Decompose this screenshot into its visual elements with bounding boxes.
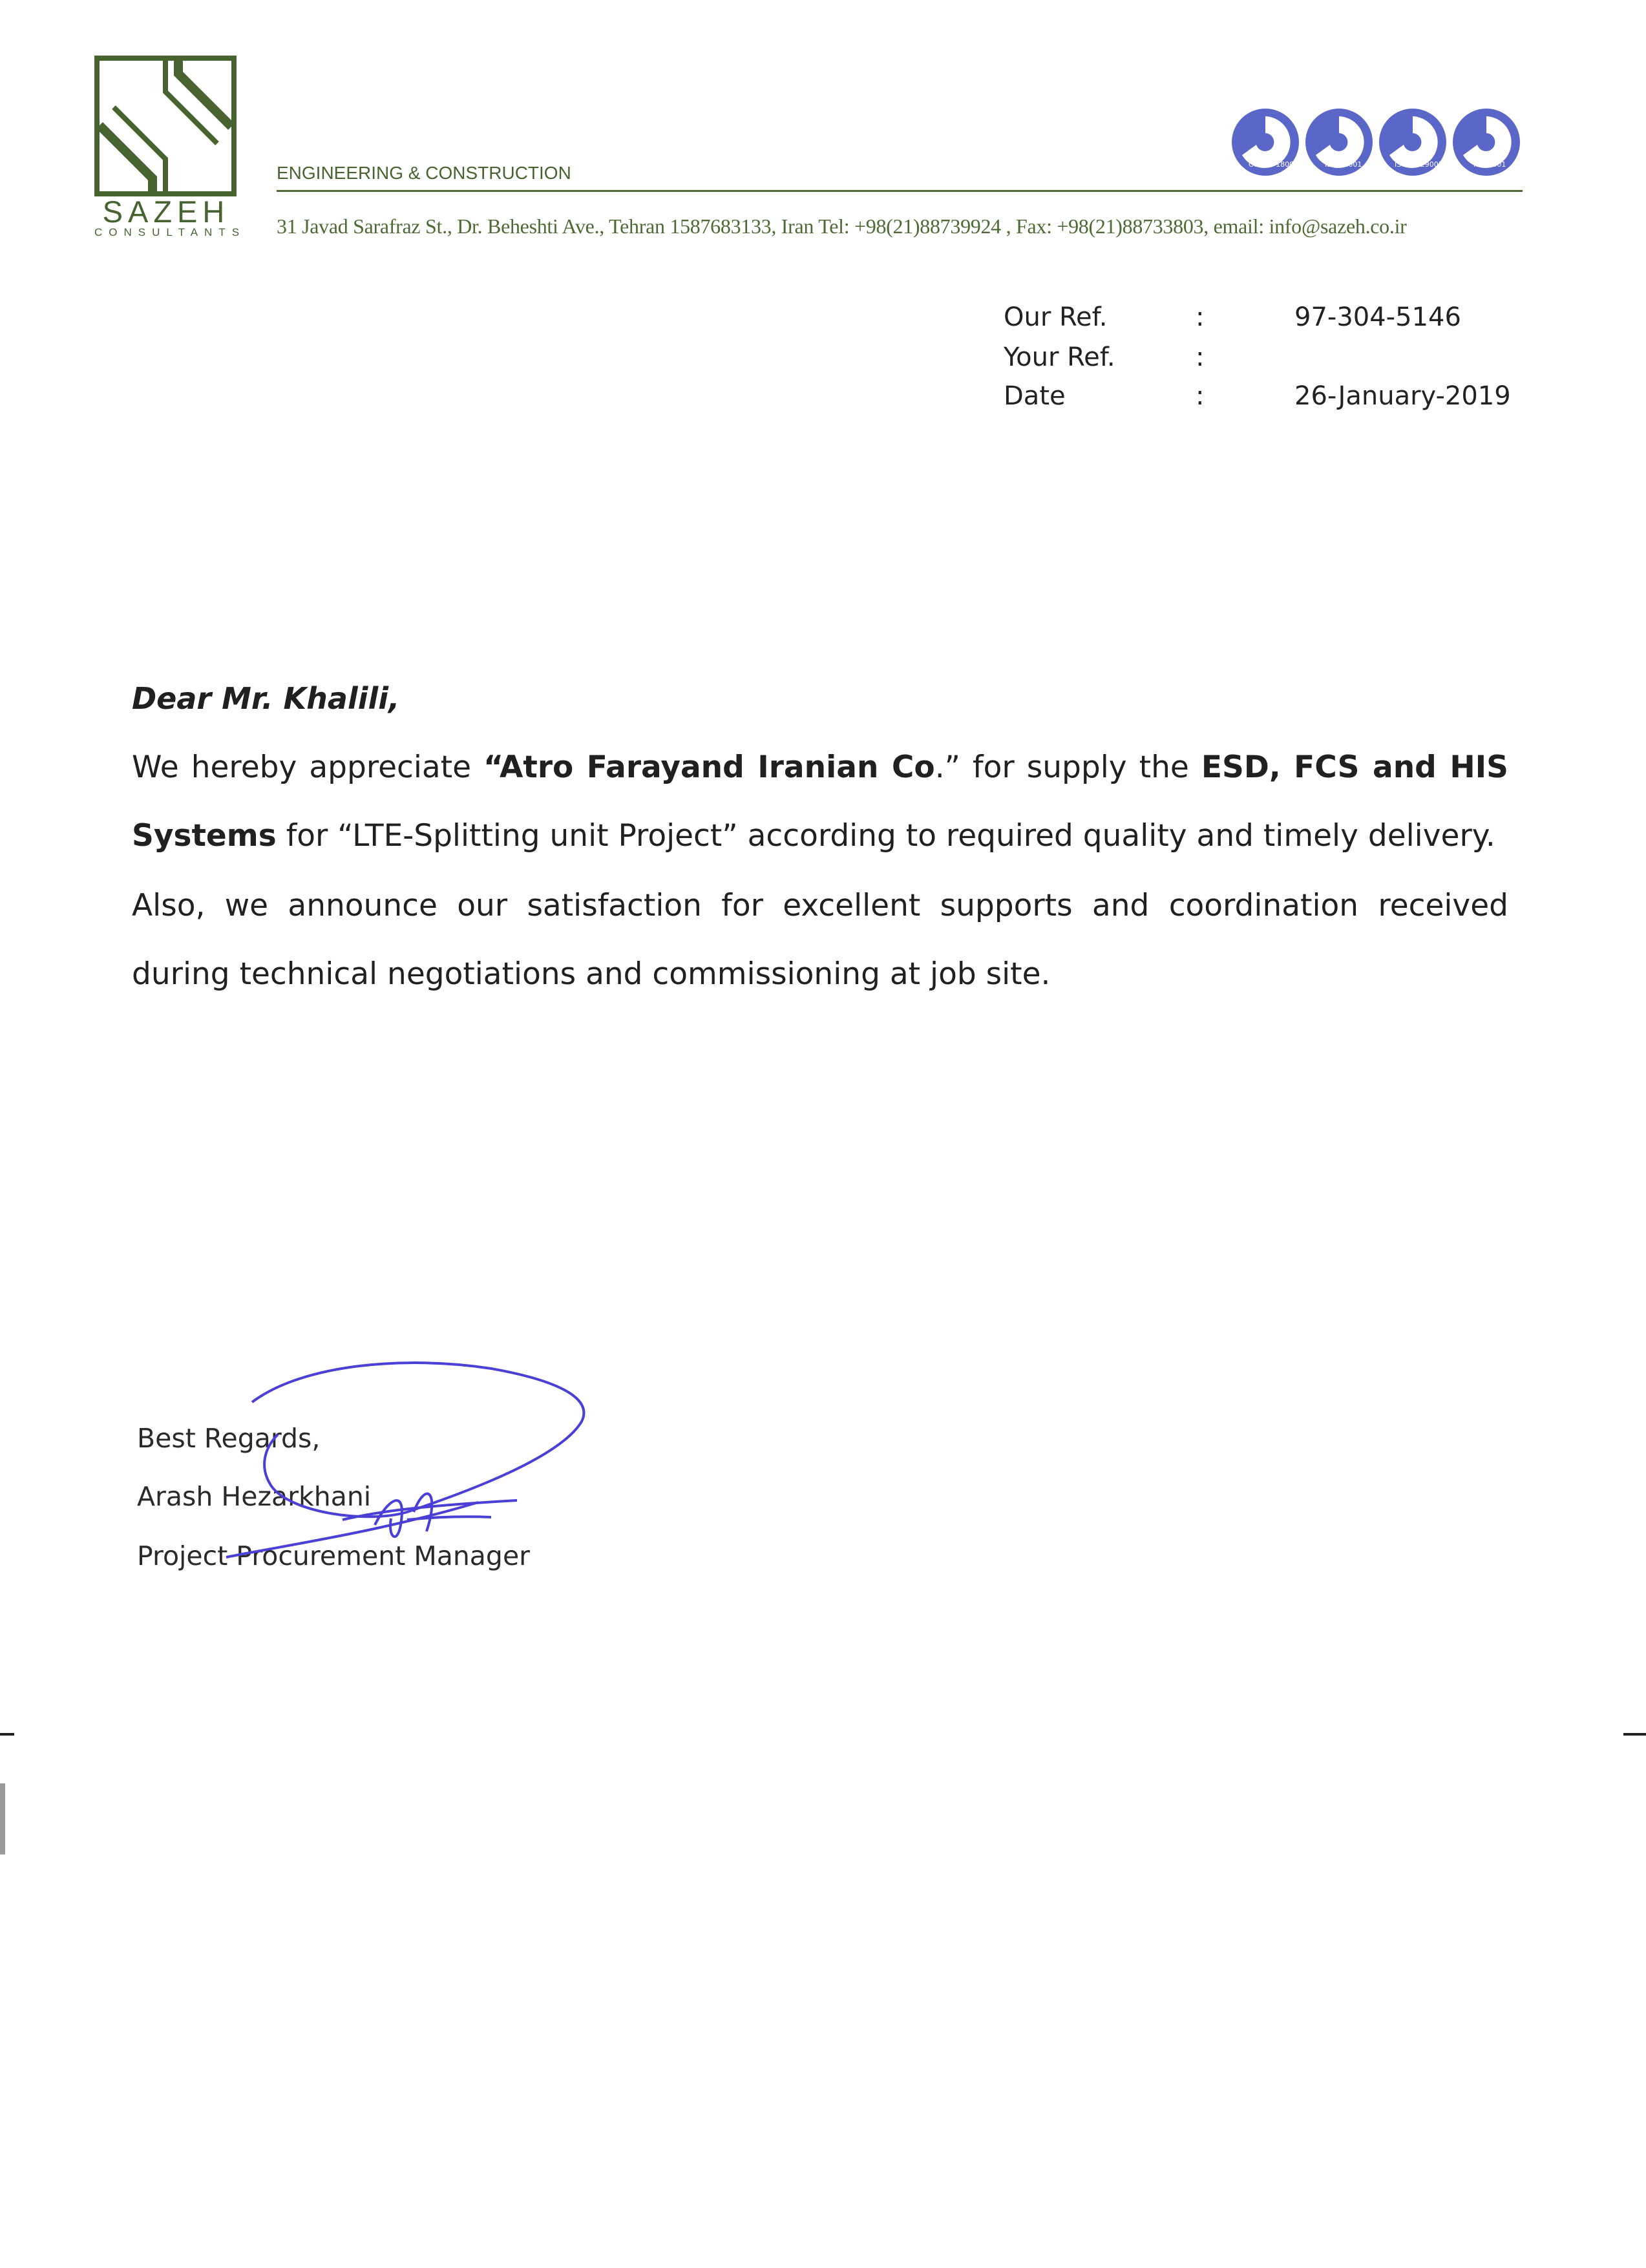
scan-edge-mark-left <box>0 1733 14 1736</box>
paragraph-line-2 <box>132 818 1508 854</box>
company-tagline: ENGINEERING & CONSTRUCTION <box>277 163 571 183</box>
scan-edge-shadow <box>0 1783 5 1854</box>
header-divider <box>277 190 1523 192</box>
line2-rest: for “LTE-Splitting unit Project” according to required quality and timely delivery. <box>276 818 1495 854</box>
line1-intro: We hereby appreciate <box>132 750 484 785</box>
company-address: 31 Javad Sarafraz St., Dr. Beheshti Ave., Tehran 1587683133, Iran Tel: +98(21)88739924 , Fax: +98(21)88733803, email: info@sazeh.co.ir <box>277 215 1407 238</box>
cert-iso9001-label: ISO 9001 <box>1473 160 1506 169</box>
paragraph-line-3: Also, we announce our satisfaction for excellent supports and coordination received <box>132 888 1508 923</box>
cert-iso9001-icon <box>1453 109 1520 176</box>
cert-ohsas-icon <box>1232 109 1299 176</box>
cert-isots29001-icon <box>1379 109 1446 176</box>
date-separator: : <box>1196 381 1205 411</box>
signatory-title: Project Procurement Manager <box>137 1540 531 1571</box>
paragraph-line-1 <box>132 750 1508 785</box>
handwritten-signature <box>213 1350 595 1570</box>
company-subtitle: CONSULTANTS <box>94 226 246 238</box>
date-value: 26-January-2019 <box>1294 381 1511 411</box>
closing-regards: Best Regards, <box>137 1423 321 1454</box>
cert-isots29001-label: ISO/TS 29001 <box>1395 160 1443 169</box>
paragraph-line-4: during technical negotiations and commissioning at job site. <box>132 956 1051 992</box>
scan-edge-mark-right <box>1623 1733 1646 1736</box>
your-ref-label: Your Ref. <box>1004 342 1115 372</box>
cert-iso14001-icon <box>1305 109 1373 176</box>
our-ref-value: 97-304-5146 <box>1294 302 1461 332</box>
sazeh-logo-icon <box>94 56 237 196</box>
our-ref-separator: : <box>1196 302 1205 332</box>
company-name: SAZEH <box>102 194 230 229</box>
systems-word: Systems <box>132 818 277 854</box>
line1-middle: .” for supply the <box>934 750 1201 785</box>
your-ref-separator: : <box>1196 342 1205 372</box>
cert-iso14001-label: ISO 14001 <box>1325 160 1362 169</box>
certification-logos <box>1228 100 1525 184</box>
our-ref-label: Our Ref. <box>1004 302 1108 332</box>
salutation: Dear Mr. Khalili, <box>132 681 400 716</box>
date-label: Date <box>1004 381 1066 411</box>
cert-ohsas-label: OHSAS 18001 <box>1249 160 1299 169</box>
supplier-name: “Atro Farayand Iranian Co <box>483 750 935 785</box>
systems-list: ESD, FCS and HIS <box>1201 750 1508 785</box>
signatory-name: Arash Hezarkhani <box>137 1481 372 1512</box>
